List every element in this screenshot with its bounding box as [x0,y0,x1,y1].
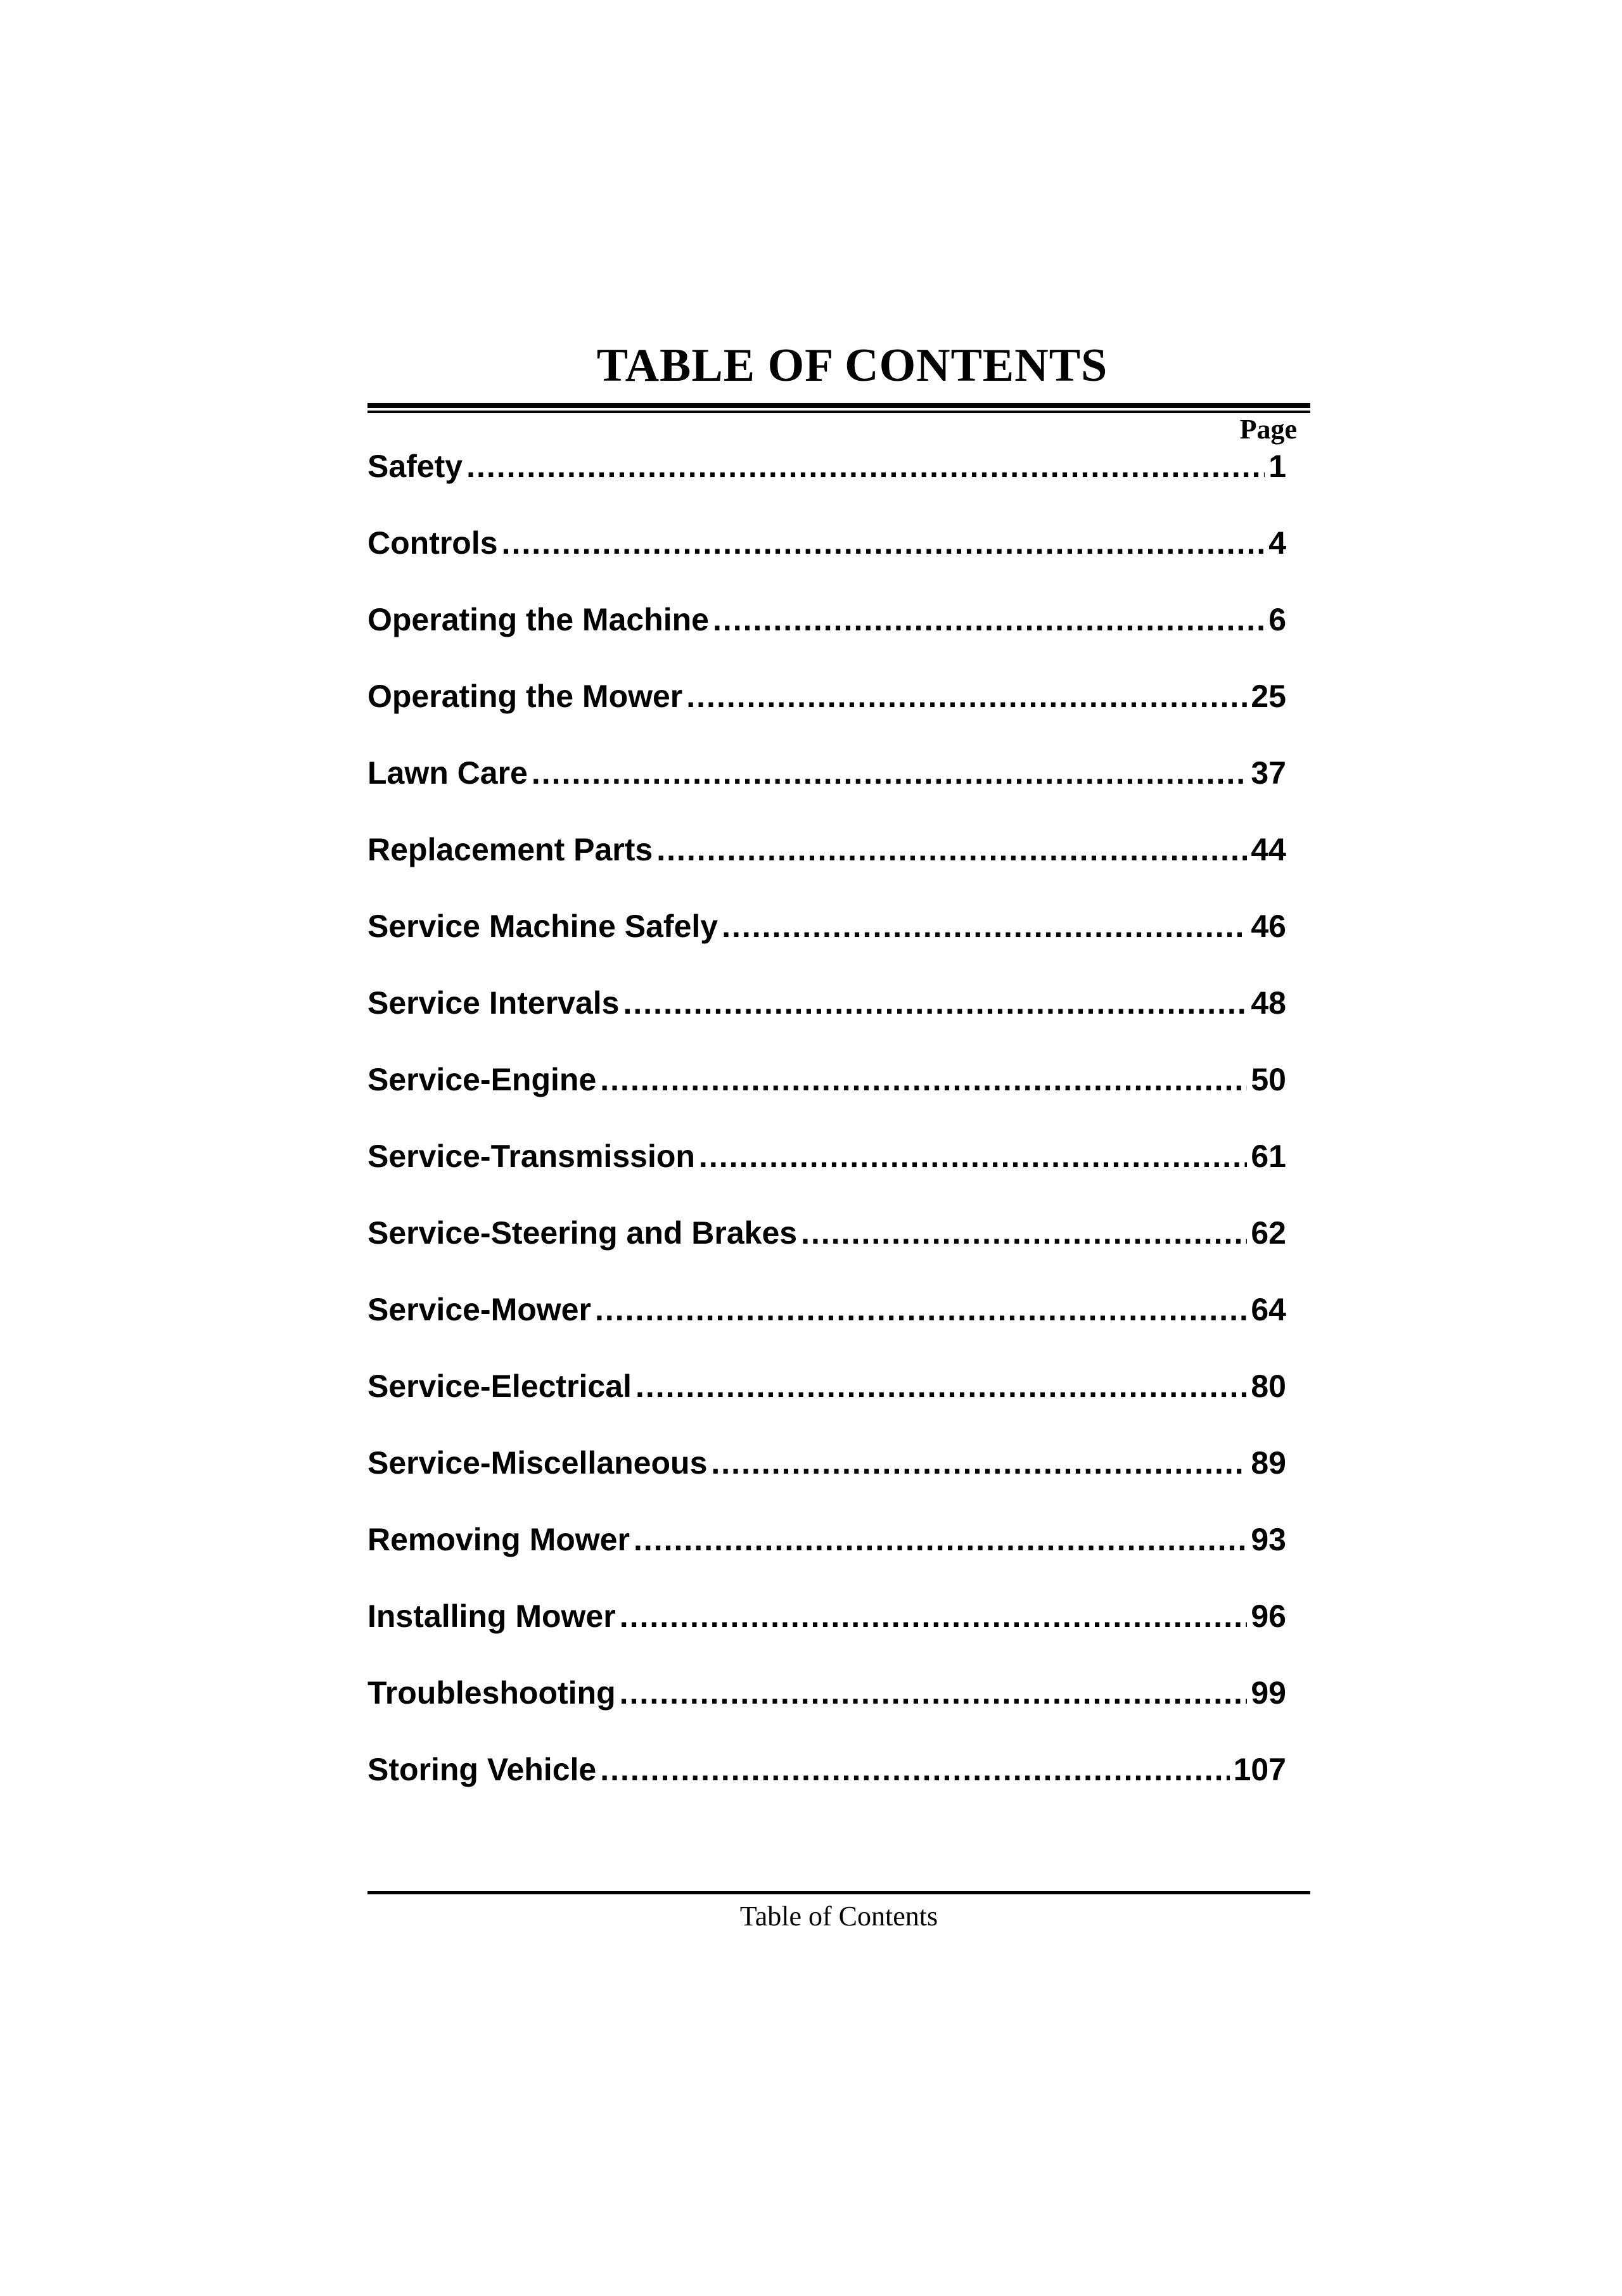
toc-entry[interactable] [367,1514,1286,1591]
toc-entry-label: Service-Engine [367,1062,597,1097]
toc-dot-leader [466,441,1265,492]
toc-entry[interactable] [367,1668,1286,1744]
toc-entry-page: 1 [1268,449,1286,484]
toc-entry[interactable] [367,1208,1286,1284]
toc-entry-page: 48 [1251,985,1286,1021]
toc-entry-page: 6 [1268,602,1286,637]
toc-entry-page: 80 [1251,1368,1286,1404]
toc-entry-label: Operating the Machine [367,602,709,637]
toc-entry-label: Service-Mower [367,1292,591,1327]
toc-entry-label: Service Machine Safely [367,909,718,944]
toc-entry-page: 107 [1233,1752,1286,1787]
toc-entry-page: 89 [1251,1445,1286,1481]
toc-entry[interactable] [367,594,1286,671]
page-footer: Table of Contents [739,1901,938,1932]
toc-entry-page: 37 [1251,755,1286,791]
toc-dot-leader [600,1744,1229,1795]
toc-entry[interactable] [367,1591,1286,1668]
toc-entry[interactable] [367,1054,1286,1131]
toc-entry-label: Service-Transmission [367,1138,695,1174]
toc-entry-label: Troubleshooting [367,1675,616,1711]
toc-dot-leader [620,1591,1248,1642]
toc-dot-leader [532,748,1248,798]
toc-entry-label: Service-Miscellaneous [367,1445,708,1481]
toc-dot-leader [686,671,1247,722]
toc-entry[interactable] [367,978,1286,1054]
toc-entry-page: 96 [1251,1598,1286,1634]
toc-dot-leader [711,1438,1247,1488]
toc-entry-label: Safety [367,449,463,484]
toc-entry[interactable] [367,1284,1286,1361]
toc-dot-leader [699,1131,1247,1182]
toc-dot-leader [635,1361,1247,1412]
toc-entry[interactable] [367,1744,1286,1821]
toc-entry-label: Storing Vehicle [367,1752,597,1787]
toc-entry-page: 99 [1251,1675,1286,1711]
toc-entry-label: Replacement Parts [367,832,653,867]
toc-entry-page: 61 [1251,1138,1286,1174]
page-column-header: Page [1239,414,1297,445]
toc-dot-leader [713,594,1265,645]
toc-entry-label: Service Intervals [367,985,620,1021]
toc-entry-page: 25 [1251,679,1286,714]
page-title: TABLE OF CONTENTS [596,340,1108,392]
toc-entry-label: Service-Steering and Brakes [367,1215,798,1251]
toc-entry[interactable] [367,1438,1286,1514]
footer-rule [367,1891,1310,1894]
toc-entry[interactable] [367,901,1286,978]
toc-entry[interactable] [367,824,1286,901]
toc-entry-page: 50 [1251,1062,1286,1097]
toc-dot-leader [722,901,1247,952]
toc-dot-leader [634,1514,1247,1565]
toc-entry-page: 93 [1251,1522,1286,1557]
toc-dot-leader [623,978,1248,1028]
toc-entry-label: Controls [367,525,498,561]
toc-entry-page: 64 [1251,1292,1286,1327]
toc-dot-leader [656,824,1247,875]
toc-dot-leader [502,518,1265,568]
toc-dot-leader [801,1208,1247,1258]
toc-entry-label: Operating the Mower [367,679,683,714]
toc-entry-page: 62 [1251,1215,1286,1251]
toc-entry[interactable] [367,1131,1286,1208]
toc-entry-label: Removing Mower [367,1522,630,1557]
toc-entry[interactable] [367,518,1286,594]
toc-entry-page: 4 [1268,525,1286,561]
toc-entry[interactable] [367,671,1286,748]
toc-entry-label: Service-Electrical [367,1368,632,1404]
toc-dot-leader [595,1284,1247,1335]
toc-dot-leader [620,1668,1248,1718]
toc-entry[interactable] [367,441,1286,518]
toc-entry[interactable] [367,1361,1286,1438]
toc-list [367,441,1286,1821]
toc-entry-page: 46 [1251,909,1286,944]
toc-entry-label: Installing Mower [367,1598,616,1634]
toc-entry[interactable] [367,748,1286,824]
toc-dot-leader [600,1054,1247,1105]
toc-entry-page: 44 [1251,832,1286,867]
toc-entry-label: Lawn Care [367,755,528,791]
